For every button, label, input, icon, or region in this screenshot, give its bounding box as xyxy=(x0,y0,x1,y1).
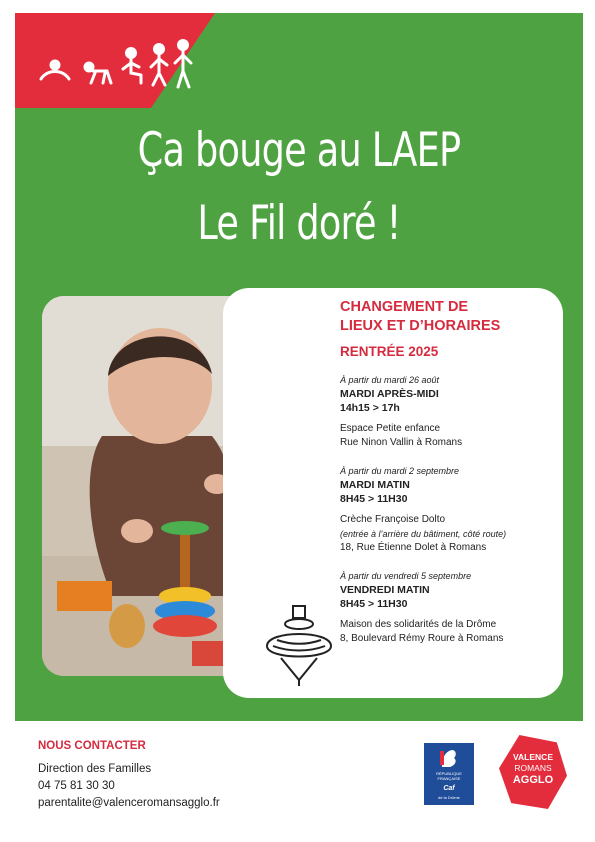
contact-email[interactable]: parentalite@valenceromansagglo.fr xyxy=(38,797,220,809)
session-address: Rue Ninon Vallin à Romans xyxy=(340,437,463,448)
session-start-date: À partir du mardi 2 septembre xyxy=(340,466,460,476)
caf-republic-line2: FRANÇAISE xyxy=(437,776,461,781)
spinning-top-icon xyxy=(259,602,341,692)
session-start-date: À partir du mardi 26 août xyxy=(340,375,440,385)
heading-line-1: CHANGEMENT DE xyxy=(340,299,469,315)
rentree-label: RENTRÉE 2025 xyxy=(340,344,439,359)
info-card xyxy=(223,288,563,698)
contact-department: Direction des Familles xyxy=(38,763,152,775)
session-block-1 xyxy=(340,373,560,450)
agglo-line-1: VALENCE xyxy=(513,752,553,762)
contact-block xyxy=(38,738,220,812)
title-line-1: Ça bouge au LAEP xyxy=(137,123,461,178)
caf-republic-line1: RÉPUBLIQUE xyxy=(436,771,462,776)
session-day: MARDI APRÈS-MIDI xyxy=(340,388,439,400)
session-place: Crèche Françoise Dolto xyxy=(340,514,446,525)
caf-subtitle: de la Drôme xyxy=(438,795,460,800)
title-line-2: Le Fil doré ! xyxy=(197,196,401,251)
session-block-2 xyxy=(340,464,560,555)
session-start-date: À partir du vendredi 5 septembre xyxy=(340,571,472,581)
baby-figures-icon xyxy=(33,39,193,91)
session-block-3 xyxy=(340,569,560,646)
session-address: 8, Boulevard Rémy Roure à Romans xyxy=(340,633,504,644)
agglo-line-2: ROMANS xyxy=(514,763,552,773)
session-hours: 8H45 > 11H30 xyxy=(340,598,408,610)
session-day: MARDI MATIN xyxy=(340,479,410,491)
session-day: VENDREDI MATIN xyxy=(340,584,430,596)
session-hours: 14h15 > 17h xyxy=(340,402,400,414)
session-place: Maison des solidarités de la Drôme xyxy=(340,619,497,630)
agglo-line-3: AGGLO xyxy=(512,774,554,786)
poster-background xyxy=(15,13,583,721)
session-place: Espace Petite enfance xyxy=(340,423,441,434)
caf-logo xyxy=(424,743,474,805)
contact-heading: NOUS CONTACTER xyxy=(38,740,146,752)
valence-romans-agglo-logo xyxy=(499,735,567,809)
session-note: (entrée à l’arrière du bâtiment, côté route) xyxy=(340,529,507,539)
session-address: 18, Rue Étienne Dolet à Romans xyxy=(340,542,487,553)
marianne-icon xyxy=(438,747,460,769)
session-hours: 8H45 > 11H30 xyxy=(340,493,408,505)
caf-name: Caf xyxy=(443,785,455,792)
contact-phone: 04 75 81 30 30 xyxy=(38,780,115,792)
heading-line-2: LIEUX ET D’HORAIRES xyxy=(340,318,501,334)
